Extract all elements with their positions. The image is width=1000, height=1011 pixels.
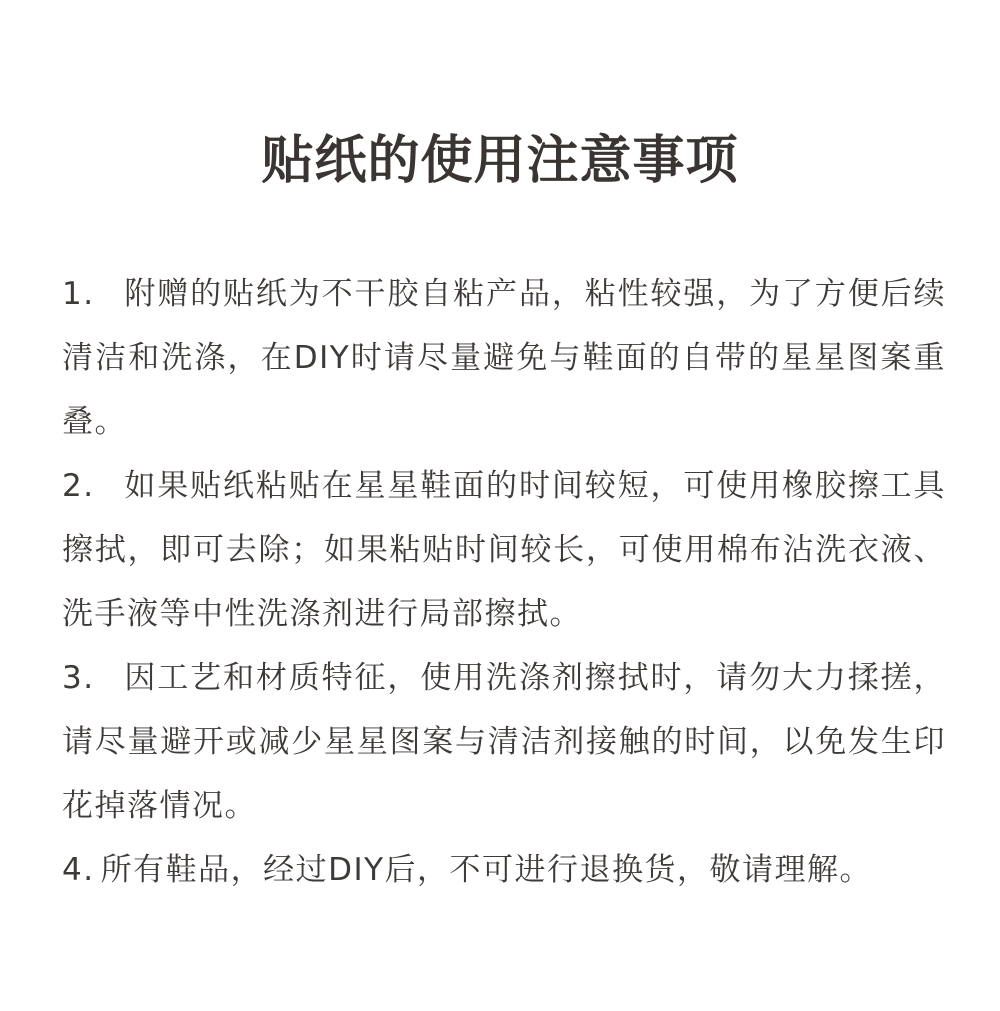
note-item-4 [62, 838, 946, 902]
note-number: 3. [62, 660, 95, 696]
notes-list [62, 262, 946, 902]
note-number: 2. [62, 468, 95, 504]
page-title: 贴纸的使用注意事项 [261, 131, 739, 191]
note-text: 如果贴纸粘贴在星星鞋面的时间较短，可使用橡胶擦工具擦拭，即可去除；如果粘贴时间较长，可使用棉布沾洗衣液、洗手液等中性洗涤剂进行局部擦拭。 [62, 468, 946, 632]
note-number: 4. [62, 852, 95, 888]
note-number: 1. [62, 276, 95, 312]
note-text: 因工艺和材质特征，使用洗涤剂擦拭时，请勿大力揉搓，请尽量避开或减少星星图案与清洁剂接触的时间，以免发生印花掉落情况。 [62, 660, 946, 824]
note-item-1 [62, 262, 946, 454]
note-text: 所有鞋品，经过DIY后，不可进行退换货，敬请理解。 [100, 852, 873, 888]
note-item-3 [62, 646, 946, 838]
note-text: 附赠的贴纸为不干胶自粘产品，粘性较强，为了方便后续清洁和洗涤，在DIY时请尽量避免与鞋面的自带的星星图案重叠。 [62, 276, 946, 440]
note-item-2 [62, 454, 946, 646]
